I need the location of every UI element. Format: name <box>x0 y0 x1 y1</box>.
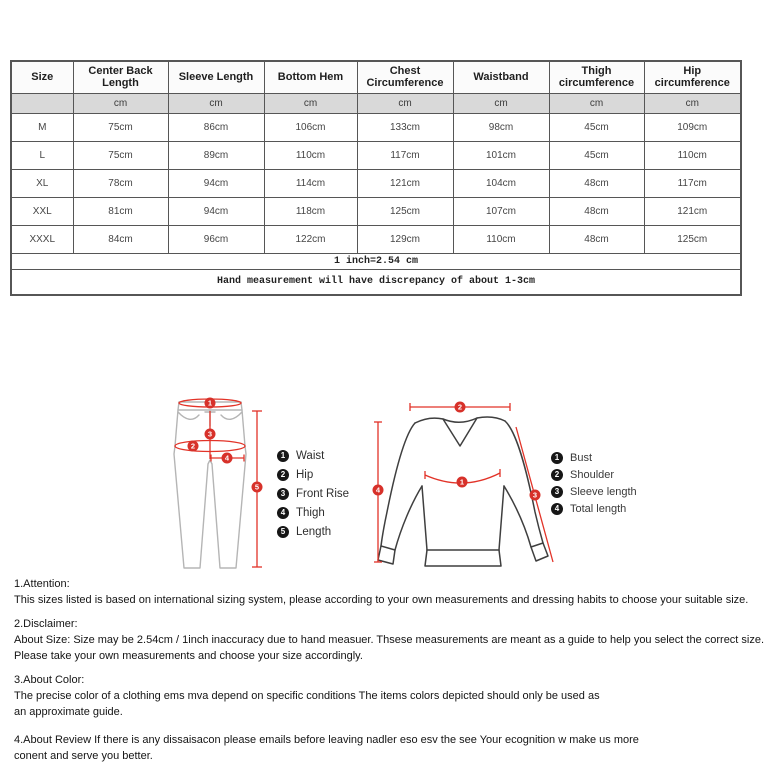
value-cell: 133cm <box>357 113 453 141</box>
value-cell: 109cm <box>644 113 741 141</box>
sweater-measurement-diagram-icon <box>365 390 565 575</box>
legend-label: Length <box>296 525 332 538</box>
value-cell: 122cm <box>264 225 357 253</box>
marker-2-icon: 2 <box>277 469 289 481</box>
legend-item-total-length <box>551 500 637 517</box>
legend-item-thigh <box>277 503 349 522</box>
sweater-legend <box>551 449 637 517</box>
legend-item-front-rise <box>277 484 349 503</box>
note-line: Please take your own measurements and choose your size accordingly. <box>14 650 363 662</box>
marker-1-icon: 1 <box>277 450 289 462</box>
legend-item-bust <box>551 449 637 466</box>
value-cell: 110cm <box>644 141 741 169</box>
unit-cell: cm <box>264 93 357 113</box>
value-cell: 117cm <box>357 141 453 169</box>
value-cell: 117cm <box>644 169 741 197</box>
unit-cell: cm <box>644 93 741 113</box>
size-label: L <box>11 141 73 169</box>
unit-cell: cm <box>168 93 264 113</box>
col-header-chest-circumference: Chest Circumference <box>357 61 453 93</box>
table-row-xxxl <box>11 225 741 253</box>
sweater-marker-2-number: 2 <box>457 402 463 412</box>
note-line: conent and serve you better. <box>14 750 153 762</box>
value-cell: 94cm <box>168 197 264 225</box>
note-attention <box>14 576 749 608</box>
marker-4-icon: 4 <box>551 503 563 515</box>
value-cell: 110cm <box>453 225 549 253</box>
unit-cell <box>11 93 73 113</box>
table-row-xxl <box>11 197 741 225</box>
value-cell: 48cm <box>549 225 644 253</box>
value-cell: 81cm <box>73 197 168 225</box>
note-about-color <box>14 672 746 720</box>
conversion-note-row <box>11 253 741 269</box>
value-cell: 121cm <box>357 169 453 197</box>
notes-section <box>14 576 764 772</box>
value-cell: 129cm <box>357 225 453 253</box>
note-line: an approximate guide. <box>14 706 123 718</box>
legend-label: Shoulder <box>570 468 615 481</box>
legend-label: Thigh <box>296 506 325 519</box>
value-cell: 48cm <box>549 169 644 197</box>
table-row-m <box>11 113 741 141</box>
col-header-sleeve-length: Sleeve Length <box>168 61 264 93</box>
note-heading: 3.About Color: <box>14 674 85 686</box>
pants-legend <box>277 446 349 541</box>
sweater-marker-3-number: 3 <box>532 490 538 500</box>
col-header-size: Size <box>11 61 73 93</box>
marker-4-icon: 4 <box>277 507 289 519</box>
legend-item-shoulder <box>551 466 637 483</box>
value-cell: 75cm <box>73 141 168 169</box>
col-header-thigh-circumference: Thigh circumference <box>549 61 644 93</box>
size-label: XL <box>11 169 73 197</box>
value-cell: 45cm <box>549 141 644 169</box>
value-cell: 75cm <box>73 113 168 141</box>
value-cell: 45cm <box>549 113 644 141</box>
table-row-l <box>11 141 741 169</box>
value-cell: 96cm <box>168 225 264 253</box>
value-cell: 121cm <box>644 197 741 225</box>
note-heading: 1.Attention: <box>14 578 70 590</box>
legend-label: Hip <box>296 468 314 481</box>
value-cell: 86cm <box>168 113 264 141</box>
unit-cell: cm <box>549 93 644 113</box>
marker-3-icon: 3 <box>551 486 563 498</box>
unit-cell: cm <box>357 93 453 113</box>
units-row <box>11 93 741 113</box>
size-label: XXL <box>11 197 73 225</box>
legend-item-length <box>277 522 349 541</box>
legend-label: Sleeve length <box>570 485 637 498</box>
pants-marker-1-number: 1 <box>207 398 213 408</box>
note-heading: 2.Disclaimer: <box>14 618 78 630</box>
legend-label: Front Rise <box>296 487 350 500</box>
col-header-bottom-hem: Bottom Hem <box>264 61 357 93</box>
value-cell: 125cm <box>357 197 453 225</box>
table-header-row <box>11 61 741 93</box>
value-cell: 101cm <box>453 141 549 169</box>
size-table <box>10 60 742 296</box>
marker-1-icon: 1 <box>551 452 563 464</box>
measurement-note: Hand measurement will have discrepancy of about 1-3cm <box>11 269 741 295</box>
table-row-xl <box>11 169 741 197</box>
legend-label: Total length <box>570 502 627 515</box>
pants-marker-5-number: 5 <box>254 482 260 492</box>
value-cell: 89cm <box>168 141 264 169</box>
col-header-center-back-length: Center Back Length <box>73 61 168 93</box>
value-cell: 107cm <box>453 197 549 225</box>
value-cell: 84cm <box>73 225 168 253</box>
value-cell: 78cm <box>73 169 168 197</box>
sweater-marker-4-number: 4 <box>375 485 381 495</box>
value-cell: 48cm <box>549 197 644 225</box>
legend-item-waist <box>277 446 349 465</box>
value-cell: 125cm <box>644 225 741 253</box>
sweater-marker-1-number: 1 <box>459 477 465 487</box>
note-line: 4.About Review If there is any dissaisacon please emails before leaving nadler eso esv the see Your ecognition w make us more <box>14 734 639 746</box>
size-label: M <box>11 113 73 141</box>
legend-item-sleeve-length <box>551 483 637 500</box>
measurement-note-row <box>11 269 741 295</box>
note-line: About Size: Size may be 2.54cm / 1inch inaccuracy due to hand measuer. Thsese measurements are meant as a guide to help you select the correct size. <box>14 634 764 646</box>
note-line: This sizes listed is based on international sizing system, please according to your own measurements and dressing habits to choose your suitable size. <box>14 594 749 606</box>
pants-marker-2-number: 2 <box>190 441 196 451</box>
marker-5-icon: 5 <box>277 526 289 538</box>
value-cell: 114cm <box>264 169 357 197</box>
value-cell: 98cm <box>453 113 549 141</box>
marker-2-icon: 2 <box>551 469 563 481</box>
marker-3-icon: 3 <box>277 488 289 500</box>
legend-label: Waist <box>296 449 325 462</box>
size-label: XXXL <box>11 225 73 253</box>
unit-cell: cm <box>73 93 168 113</box>
legend-item-hip <box>277 465 349 484</box>
col-header-waistband: Waistband <box>453 61 549 93</box>
conversion-note: 1 inch=2.54 cm <box>11 253 741 269</box>
legend-label: Bust <box>570 451 593 464</box>
note-about-review <box>14 732 746 764</box>
value-cell: 104cm <box>453 169 549 197</box>
note-line: The precise color of a clothing ems mva depend on specific conditions The items colors depicted should only be used as <box>14 690 600 702</box>
pants-measurement-diagram-icon <box>160 390 270 573</box>
value-cell: 110cm <box>264 141 357 169</box>
note-disclaimer <box>14 616 764 664</box>
value-cell: 118cm <box>264 197 357 225</box>
value-cell: 94cm <box>168 169 264 197</box>
unit-cell: cm <box>453 93 549 113</box>
pants-marker-4-number: 4 <box>224 453 230 463</box>
col-header-hip-circumference: Hip circumference <box>644 61 741 93</box>
pants-marker-3-number: 3 <box>207 429 213 439</box>
value-cell: 106cm <box>264 113 357 141</box>
